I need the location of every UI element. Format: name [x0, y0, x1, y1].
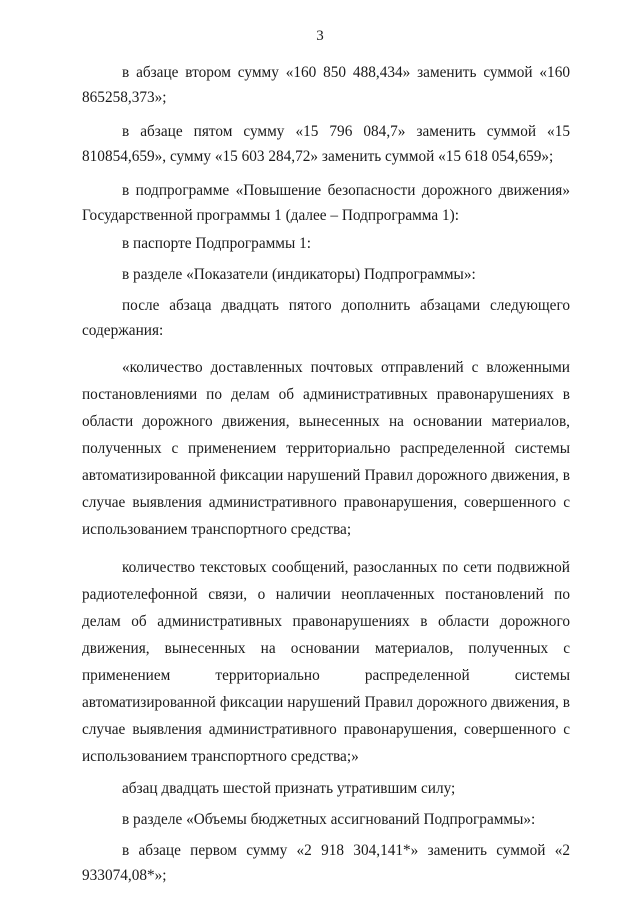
paragraph-6: после абзаца двадцать пятого дополнить абзацами следующего содержания: [82, 297, 570, 339]
paragraph-1: в абзаце втором сумму «160 850 488,434» заменить суммой «160 865258,373»; [82, 64, 570, 106]
paragraph-5: в разделе «Показатели (индикаторы) Подпрограммы»: [122, 266, 476, 283]
paragraph-7: «количество доставленных почтовых отправлений с вложенными постановлениями по делам об административных правонарушениях в области дорожного движения, вынесенных на основании материалов, полученных с применением территориально распределенной системы автоматизированной фиксации нарушений Правил дорожного движения, в случае выявления административного правонарушения, совершенного с использованием транспортного средства; [82, 359, 570, 538]
document-body [82, 60, 570, 888]
paragraph-3: в подпрограмме «Повышение безопасности дорожного движения» Государственной программы 1 (далее – Подпрограмма 1): [82, 182, 570, 224]
paragraph-9: абзац двадцать шестой признать утратившим силу; [122, 780, 456, 797]
paragraph-8: количество текстовых сообщений, разосланных по сети подвижной радиотелефонной связи, о наличии неоплаченных постановлений по делам об административных правонарушениях в области дорожного движения, вынесенных на основании материалов, полученных с применением территориально распределенной системы автоматизированной фиксации нарушений Правил дорожного движения, в случае выявления административного правонарушения, совершенного с использованием транспортного средства;» [82, 559, 570, 765]
paragraph-4: в паспорте Подпрограммы 1: [122, 235, 311, 252]
page-number: 3 [316, 28, 324, 44]
paragraph-11: в абзаце первом сумму «2 918 304,141*» заменить суммой «2 933074,08*»; [82, 842, 570, 884]
paragraph-2: в абзаце пятом сумму «15 796 084,7» заменить суммой «15 810854,659», сумму «15 603 284,72» заменить суммой «15 618 054,659»; [82, 123, 570, 165]
paragraph-10: в разделе «Объемы бюджетных ассигнований Подпрограммы»: [122, 811, 536, 828]
